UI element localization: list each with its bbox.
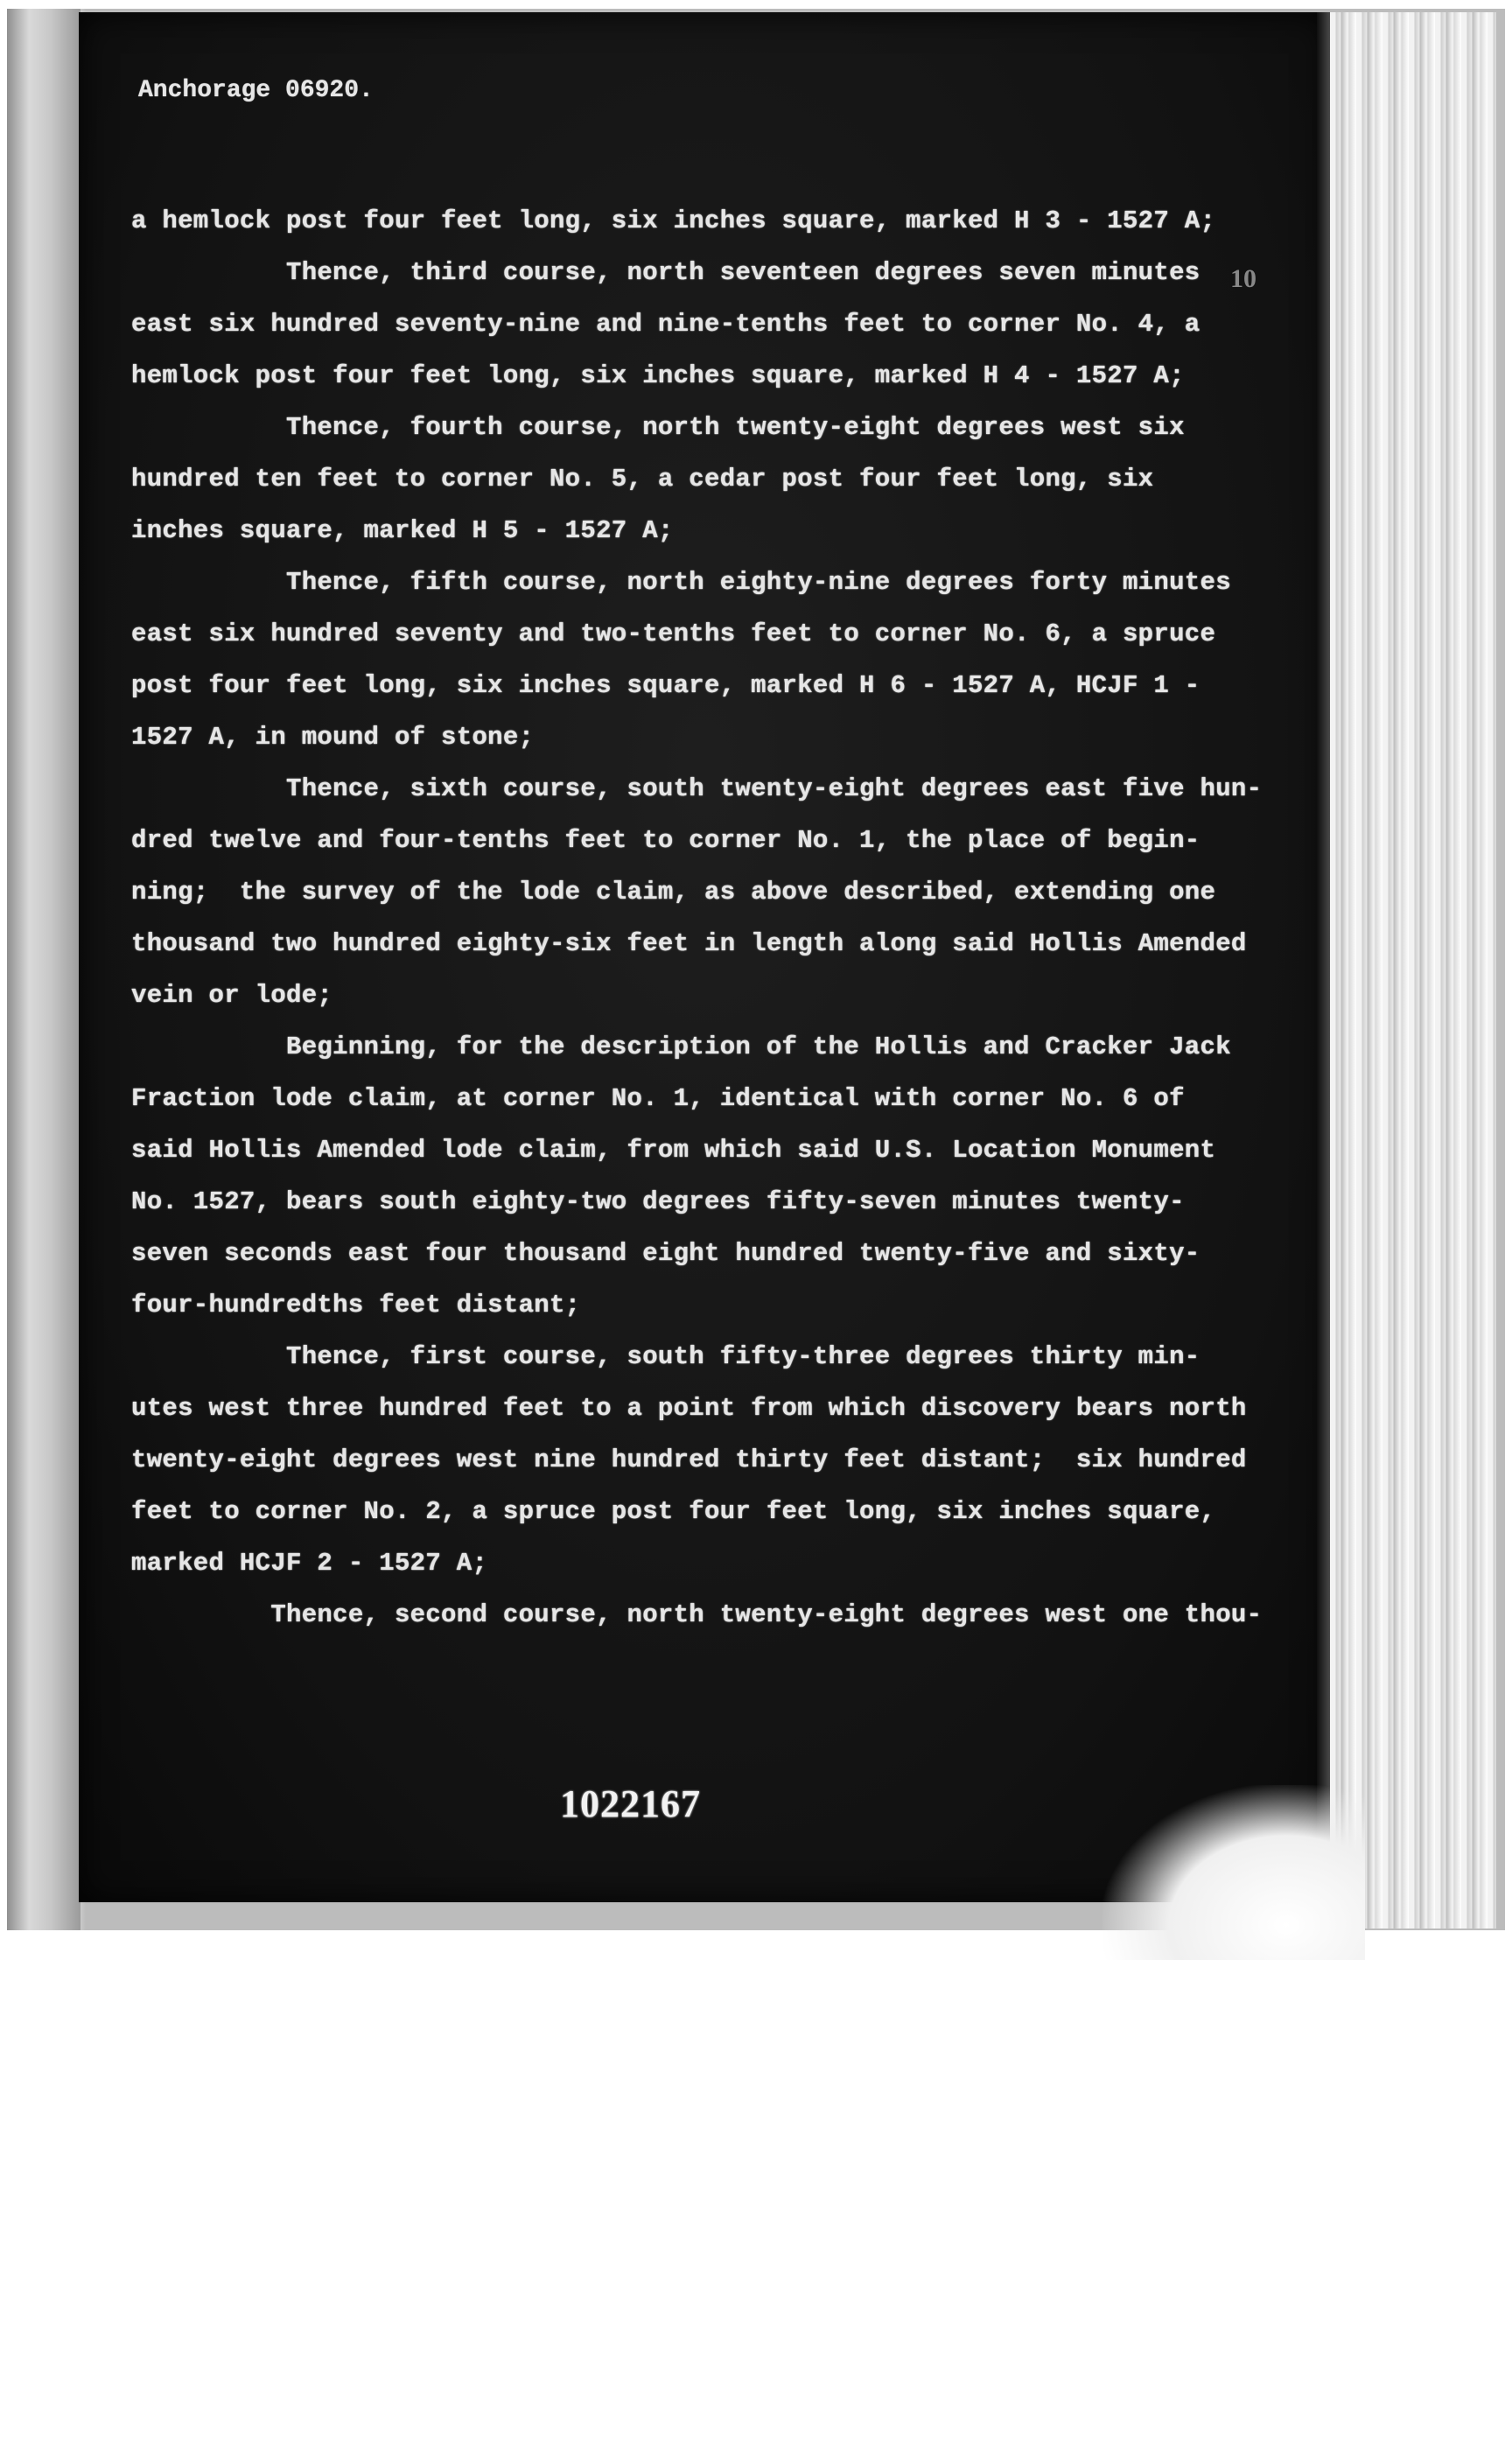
margin-mark: 10	[1230, 264, 1256, 293]
text-line: hundred ten feet to corner No. 5, a cedar post four feet long, six	[131, 465, 1154, 494]
text-line: Thence, sixth course, south twenty-eight degrees east five hun-	[131, 774, 1263, 803]
text-line: Thence, second course, north twenty-eight degrees west one thou-	[131, 1600, 1263, 1629]
file-reference: Anchorage 06920.	[138, 77, 374, 104]
scan-right-edge	[1330, 12, 1496, 1928]
text-line: Beginning, for the description of the Hollis and Cracker Jack	[131, 1032, 1231, 1061]
text-line: post four feet long, six inches square, marked H 6 - 1527 A, HCJF 1 -	[131, 671, 1200, 700]
text-line: inches square, marked H 5 - 1527 A;	[131, 516, 674, 545]
text-line: utes west three hundred feet to a point from which discovery bears north	[131, 1394, 1247, 1423]
text-line: feet to corner No. 2, a spruce post four feet long, six inches square,	[131, 1497, 1216, 1526]
text-line: east six hundred seventy and two-tenths feet to corner No. 6, a spruce	[131, 620, 1216, 648]
text-line: No. 1527, bears south eighty-two degrees fifty-seven minutes twenty-	[131, 1187, 1185, 1216]
text-line: dred twelve and four-tenths feet to corner No. 1, the place of begin-	[131, 826, 1200, 855]
text-line: a hemlock post four feet long, six inches square, marked H 3 - 1527 A;	[131, 206, 1216, 235]
text-line: Thence, fifth course, north eighty-nine degrees forty minutes	[131, 568, 1231, 597]
text-line: Fraction lode claim, at corner No. 1, identical with corner No. 6 of	[131, 1084, 1185, 1113]
text-line: thousand two hundred eighty-six feet in length along said Hollis Amended	[131, 929, 1247, 958]
text-line: ning; the survey of the lode claim, as above described, extending one	[131, 878, 1216, 906]
text-line: hemlock post four feet long, six inches square, marked H 4 - 1527 A;	[131, 361, 1185, 390]
text-line: said Hollis Amended lode claim, from which said U.S. Location Monument	[131, 1136, 1216, 1165]
text-line: twenty-eight degrees west nine hundred thirty feet distant; six hundred	[131, 1446, 1247, 1474]
text-line: east six hundred seventy-nine and nine-tenths feet to corner No. 4, a	[131, 310, 1200, 339]
scan-glare	[1102, 1785, 1365, 1960]
page-number: 1022167	[560, 1782, 701, 1825]
text-line: vein or lode;	[131, 981, 333, 1010]
text-line: four-hundredths feet distant;	[131, 1291, 581, 1320]
text-line: Thence, first course, south fifty-three degrees thirty min-	[131, 1342, 1200, 1371]
text-line: seven seconds east four thousand eight hundred twenty-five and sixty-	[131, 1239, 1200, 1268]
text-line: marked HCJF 2 - 1527 A;	[131, 1549, 488, 1578]
text-line: Thence, third course, north seventeen degrees seven minutes	[131, 258, 1200, 287]
text-line: 1527 A, in mound of stone;	[131, 723, 535, 752]
scan-left-edge	[7, 9, 80, 1930]
text-line: Thence, fourth course, north twenty-eight degrees west six	[131, 413, 1185, 442]
